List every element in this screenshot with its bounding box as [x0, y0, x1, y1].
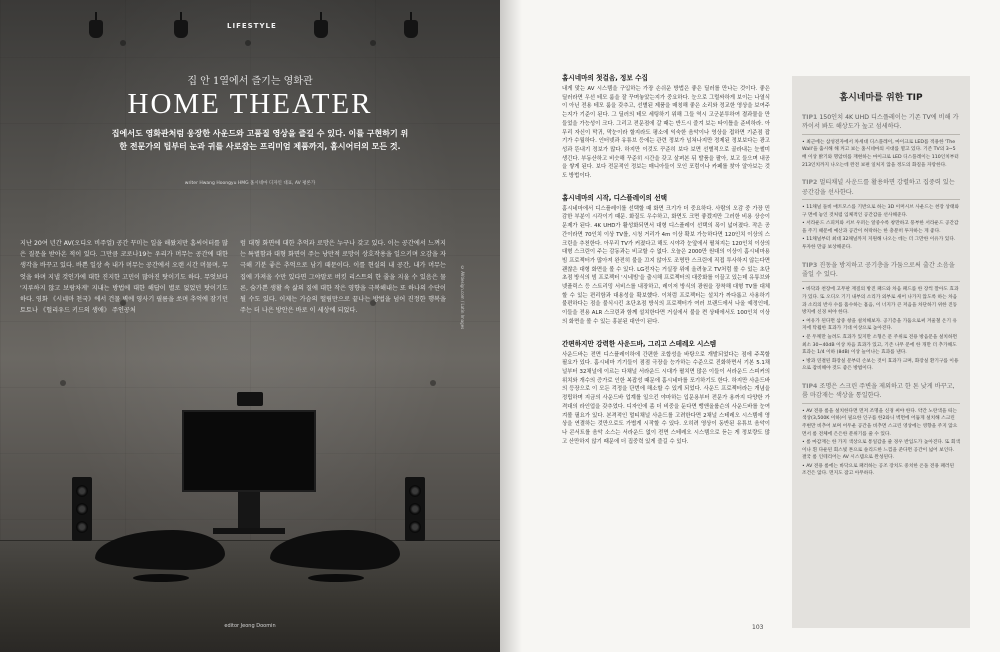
section-heading: 홈시네마의 시작, 디스플레이의 선택	[562, 193, 667, 202]
tip-item	[802, 178, 960, 251]
tip-title: 진동을 방지하고 공기층을 가둠으로써 출간 소음을 줄일 수 있다.	[802, 261, 955, 278]
wall-tie-hole	[120, 40, 126, 46]
tip-detail: • 방과 연결된 화장실 문부터 손보는 것이 효과가 크며, 화장실 환기구를 이용으로 잠비해야 것도 좋은 방법이다.	[802, 358, 959, 372]
ceiling-spotlight-icon	[85, 12, 107, 42]
ceiling-spotlight-icon	[310, 12, 332, 42]
tip-detail: • 최근에는 삼성전자에서 차세대 디스플레이, 마이크로 LED를 적용한 'The Wall'을 출시해 해 커고 보는 홈시네마의 시대를 열고 있다. 기존 TV의 3~5배 이상 밝기와 명암비를 재현하는 마이크로 LED 디스플레이는 110인치부터 213인치까지 나오는데 완전 보편 일처지 않을 정도의 화질을 자랑한다.	[802, 139, 959, 168]
wall-tie-hole	[370, 40, 376, 46]
article-title: HOME THEATER	[127, 88, 373, 120]
right-page	[500, 0, 1000, 652]
ceiling-spotlight-icon	[400, 12, 422, 42]
tv-stand-base	[213, 528, 285, 534]
section-heading: 간편하지만 강력한 사운드바, 그리고 스테레오 시스템	[562, 339, 717, 348]
wall-tie-hole	[245, 40, 251, 46]
tip-number: TIP3	[802, 261, 818, 269]
tip-box	[792, 76, 970, 628]
section-text: 사운드바는 전면 디스플레이하에 간편한 조합성을 바탕으로 개발되었다는 점에 주목할 필요가 있다. 홈시네마 기기들이 점점 극장을 능가하는 수준으로 진화하면서 기본 5.1채널부터 32채널에 이르는 다채널 서라운드 시대가 펼치면 많은 이들이 서라운드 스피커의 위치와 개수의 증가로 인한 복잡성 때문에 홈시네마를 포기하기도 한다. 하지만 사운드바의 등장으로 이 모든 걱정을 단번에 해소할 수 있게 되었다. 사운드 프로젝터라는 개념을 정립하며 지금의 사운드바 업계를 일으킨 야마하는 입문용부터 전문가 용까지 다양한 가격대의 라인업을 갖추었다. 디자인에 좀 더 비중을 둔다면 뱅앤올룹슨의 사운드바를 눈여겨볼 필요가 있다. 본격적인 멀티채널 사운드를 고려한다면 2채널 스테레오 시스템에 영상을 연결하는 것만으로도 가볍게 시작할 수 있다. 오히려 영상이 동반된 유튜브 음악이나 콘서트를 음악 소스는 서라운드 없이 전면 스테레오 시스템으로 듣는 게 정보량도 많고 산만하지 않기 때문에 더 집중력 있게 즐길 수 있다.	[562, 351, 770, 445]
article-body	[562, 72, 770, 457]
left-floor-speaker-icon	[72, 477, 92, 541]
ceiling-spotlight-icon	[170, 12, 192, 42]
tip-number: TIP2	[802, 179, 818, 187]
body-text-column-2: 럼 대형 화면에 대한 추억과 로망은 누구나 갖고 있다. 이는 공간에서 느껴지는 특별함과 대형 화면이 주는 낭만적 로망이 상호작용을 일으키며 오감을 자극해 기분 좋은 추억으로 남기 때문이다. 이를 현실의 내 공간, 내가 머무는 집에 가져올 수만 있다면 그야말로 버킷 리스트의 한 줄을 지울 수 있음은 물론, 숨가쁜 생활 속 삶의 질에 대한 작은 영향을 극복해내는 또 하나의 수단이 될 수도 있다. 이제는 가슴의 떨림만으로 끝나는 방법을 넘어 진정한 행복을 주는 더 나은 방안은 바로 이 세상에 되었다.	[240, 240, 446, 315]
tip-number: TIP4	[802, 382, 818, 390]
section-text: 홈시네마에서 디스플레이를 선택할 때 화면 크기가 더 중요하다. 사람의 오감 중 가장 민감한 부분이 시각이기 때문. 화질도 우수하고, 화면도 크면 좋겠지만 그러한 비용 상승이 문제가 된다. 4K UHD가 활성화되면서 대형 디스플레이 선택의 폭이 넓어졌다. 작은 공간이라면 70인치 이상 TV를, 시청 거리가 4m 이상 확보 가능하다면 120인치 이상의 스크린을 추천한다. 아무리 TV가 커졌다고 해도 시야각 눈앞에서 펼쳐지는 120인치 이상의 대형 스크린이 주는 감동과는 비교할 수 없다. 오늘은 2000만 원대의 이상이 홈시네마용 빔 프로젝터가 많아져 완전히 불을 끄지 않아도 조명만 스크린에 직접 투사하지 않는다면 괜찮은 대형 화면을 볼 수 있다. LG전자는 거실장 위에 올려놓고 TV처럼 볼 수 있는 초단초점 방식의 빔 프로젝터 '시네빔'을 출시해 프로젝터의 대중화를 이끌고 있는데 유튜브와 넷플릭스 등 스트리밍 서비스를 내장하고, 레이저 방식의 광원을 장착해 대형 TV를 대체할 수 있는 편리함과 대용성을 확보했다. 이처럼 프로젝터는 설치가 까다롭고 사용하기 불편하다는 점을 불식시킨 초단초점 방식의 프로젝터가 여러 브랜드에서 나올 예정인데, 이들을 전용 ALR 스크린과 함께 설치한다면 거실에서 불을 켠 상태에서도 100인치 이상의 화면을 볼 수 있는 흥분된 대안이 된다.	[562, 205, 770, 325]
tip-divider	[802, 281, 960, 282]
tv-stand-icon	[238, 492, 260, 532]
article-lead: 집에서도 영화관처럼 웅장한 사운드와 고품질 영상을 즐길 수 있다. 이를 구현하기 위한 전문가의 팁부터 눈과 귀를 사로잡는 프리미엄 제품까지, 홈시어터의 모든 것.	[111, 129, 409, 151]
tip-detail: • 서라운드 스피커와 서브 우퍼는 알중수록 창만하고 풍부한 서라운드 공간감을 주기 때문에 예산과 공간이 허락하는 한 충분히 투자하는 게 좋다.	[802, 221, 959, 234]
tip-detail: • 여유가 된다면 삼중 창을 설치해보자. 공기층을 가둠으로써 겨울철 온기 유지에 탁월한 효과가 기대 이상으로 높아진다.	[802, 318, 958, 332]
tip-title: 150인치 4K UHD 디스플레이는 기존 TV에 비해 가까이서 봐도 해상도가 높고 섬세하다.	[802, 114, 959, 131]
tip-number: TIP1	[802, 114, 818, 121]
tip-detail: • 문 두께만 늘려도 효과가 있지만 소형은 문 주위로 전용 방음문을 설치하면 최소 30~40dB 이상 차음 효과가 있고, 기존 나무 문에 한 개만 더 추가해도 효과는 1/4 이하 (8dB) 이상 늘어나는 효과를 낸다.	[802, 334, 958, 356]
tip-divider	[802, 403, 960, 404]
tip-detail: • AV 전용 룸을 설치한다면 먼저 조명을 신경 써야 한다. 약간 노란색을 띠는 색상(3,500K 이하)이 필요한 인구를 한2와니 벽면에 어둡게 설치해 스크린 주변만 비추어 보며 어두운 공간을 비추면 스크린 영상에는 영향을 주지 않으면서 룸 전체에 은은한 분위기를 줄 수 있다.	[802, 408, 958, 437]
tip-detail: • 룸 마감재는 한 가지 색상으로 통일감을 줄 경우 반입도가 높아진다. 또 회색이나 흰 다운된 회스빛 톤으로 솔리드한 느낌을 준다면 공간이 넓어 보인다. 결국 룸 인테리어는 AV 시스템으로 완성된다.	[802, 440, 960, 461]
tip-title: 조명은 스크린 주변을 제외하고 한 톤 낮게 바꾸고, 룸 마감재는 색상을 통일한다.	[802, 382, 955, 400]
tip-divider	[802, 199, 960, 200]
wall-tie-hole	[60, 380, 66, 386]
television-icon	[182, 410, 316, 492]
tip-divider	[802, 134, 960, 135]
floor	[0, 540, 500, 652]
tip-detail: • 11채널부터 최대 32채널까지 지원해 나오는 데는 더 그만한 이유가 있다. 투자한 만큼 보상해준다.	[802, 237, 956, 250]
center-speaker-icon	[237, 392, 263, 406]
page-number: 103	[752, 624, 764, 631]
section-tag: LIFESTYLE	[227, 22, 277, 30]
wall-tie-hole	[430, 380, 436, 386]
page-gutter-shadow	[500, 0, 522, 652]
tip-detail: • 11채널 돌비 애트모스를 기반으로 하는 3D 이머시브 사운드는 천장 상태와 구 면에 놓인 것처럼 입체적인 공간감을 선사해준다.	[802, 205, 960, 218]
right-floor-speaker-icon	[405, 477, 425, 541]
article-subtitle: 집 안 1열에서 즐기는 영화관	[187, 76, 313, 87]
tip-title: 멀티채널 사운드를 활용하면 강렬하고 집중력 있는 공간감을 선사한다.	[802, 179, 955, 196]
tip-item	[802, 261, 960, 373]
body-text-column-1: 지난 20여 년간 AV(오디오 비주얼) 공간 꾸미는 일을 해왔지만 홈씨어터를 많은 질문을 받아온 적이 있다. 그만큼 코로나19는 우리가 머무는 공간에 대한 생각을 바꾸고 있다. 바쁜 일상 속 내가 머무는 공간에서 오랜 시간 머물며, 무엇을 하며 지낼 것인가에 대한 진지한 고민이 많아진 탓이기도 하다. 무엇보다 '지루하지 않고 보람차게' 지내는 방법에 대한 해답이 별로 없었던 탓이기도 하다. 영화 《시네마 천국》에서 건물 벽에 영사기 필름을 쏘며 추억에 잠기던 토토나 《헐리우드 키드의 생애》 주인공처	[20, 240, 228, 315]
writer-credit: writer Hwang Hoongyu HMG 홈시네마 디자인 대표, AV 평론가	[184, 181, 316, 186]
section-heading: 홈시네마의 첫걸음, 정보 수집	[562, 74, 648, 82]
tip-detail: • 바닥과 천장에 고무판 재질의 방진 패드와 차음 패드를 한 장씩 깔아도 효과가 있다. 또 오디오 기기 내부의 소리가 외부로 새어 나가지 않도록 하는 차음과 소리의 반사 수를 흡수하는 흡음, 이 너지가 큰 저음을 차단하기 위한 진동 방지에 신경 써야 한다.	[802, 287, 959, 316]
tip-detail: • AV 전용 룸에는 바닥으로 패러하는 공조 장치도 중치한 온돌 전용 패러된 조건은 않다. 먼지도 잠고 아무하다.	[802, 463, 955, 477]
tip-item	[802, 113, 960, 169]
editor-credit: editor Jeong Doomin	[224, 623, 276, 629]
tip-box-title: 홈시네마를 위한 TIP	[839, 93, 923, 103]
tip-item	[802, 382, 960, 478]
section-text: 내게 맞는 AV 시스템을 구입하는 가장 손쉬운 방법은 좋은 딜러를 만나는 것이다. 좋은 딜러라면 우선 테모 룸을 잘 꾸며놓았는지가 중요하다. 눈으로 그럴싸하게 보이는 나열식이 아닌 전용 테모 룸을 갖추고, 선별된 제품을 매칭해 좋은 소리와 정교한 영상을 보여주는지가 기준이 된다. 그 딜러의 테모 세팅하기 위해 그들 역시 고군분투하여 결과물을 만들었을 가능성이 크다. 그리고 전문점에 갈 때는 반드시 즐겨 보는 타이틀을 준비하라. 아무리 자신이 막귀, 막눈이라 할지라도 평소에 익숙한 음악이나 영상을 접하면 기준점 잡기가 수월하다. 인터넷과 유튜브 등에는 관련 정보가 넘쳐나지만 정제된 정보보다는 광고성과 뜬내기 정보가 많다. 하지만 이것도 꾸준히 보다 보면 선별적으로 골라내는 눈썰미 생긴다. 부동산하고 비슷해 꾸준히 시간을 갖고 살펴본 뒤 발품을 팔아, 보고 들으며 내공을 쌓게 된다. 보다 전문적인 정보는 매니아들이 모인 포럼이나 카페를 찾아 알아보는 것도 방법이다.	[562, 86, 770, 180]
photo-credit: © AVdesign.com / Latin Images	[460, 265, 465, 330]
